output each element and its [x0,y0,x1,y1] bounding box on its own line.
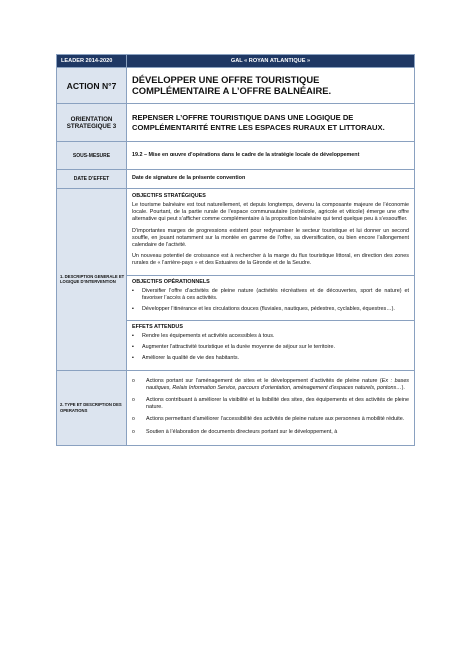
list-item [132,306,409,313]
header-row [57,55,415,68]
list-item [132,355,409,362]
header-program: LEADER 2014-2020 [57,55,127,68]
type-operations-row [57,370,415,445]
objectifs-operationnels-cell [127,275,415,321]
action-row [57,68,415,104]
bullet-icon: ▪ [132,344,134,351]
list-item-text: Diversifier l’offre d’activités de pleine nature (activités récréatives et de découvertes, sport de nature) et favoriser l’accès à ces activités. [142,287,409,301]
description-label: 1. DESCRIPTION GENERALE ET LOGIQUE D’INTERVENTION [57,189,127,371]
list-item [132,416,409,423]
list-item-text: Améliorer la qualité de vie des habitants. [142,355,240,362]
orientation-row [57,104,415,142]
list-item [132,333,409,340]
bullet-icon: ▪ [132,305,134,312]
list-item [132,429,409,436]
bullet-icon: ▪ [132,333,134,340]
date-effet-row [57,170,415,189]
type-operations-cell [127,370,415,445]
circle-bullet-icon: o [132,377,135,384]
orientation-text: REPENSER L’OFFRE TOURISTIQUE DANS UNE LOGIQUE DE COMPLÉMENTARITÉ ENTRE LES ESPACES RURAUX ET LITTORAUX. [127,104,415,142]
effets-attendus-cell [127,321,415,371]
action-title: DÉVELOPPER UNE OFFRE TOURISTIQUE COMPLÉMENTAIRE A L’OFFRE BALNÉAIRE. [127,68,415,104]
orientation-label: ORIENTATION STRATEGIQUE 3 [57,104,127,142]
paragraph: Le tourisme balnéaire est tout naturellement, et depuis longtemps, devenu la composante majeure de l’économie locale. Pourtant, de la partie rurale de l’espace communautaire (ostréicole, agricole et viticole) émerge une offre alternative qui peut s’afficher comme complémentaire à la proposition balnéaire qui tend quelque peu à s’essouffler. [132,202,409,223]
list-item-text: Actions portant sur l’aménagement de sites et le développement d’activités de pleine nature ( [146,377,382,384]
header-gal: GAL « ROYAN ATLANTIQUE » [127,55,415,68]
list-item [132,397,409,411]
objectifs-operationnels-title: OBJECTIFS OPÉRATIONNELS [132,278,210,285]
paragraph: Un nouveau potentiel de croissance est à rechercher à la marge du flux touristique littoral, en direction des zones rurales de « l’arrière-pays » et des Estuaires de la Gironde et de la Seudre. [132,253,409,267]
list-item-text: Rendre les équipements et activités accessibles à tous. [142,333,275,340]
list-item-text: Augmenter l’attractivité touristique et la durée moyenne de séjour sur le territoire. [142,344,335,351]
list-item [132,288,409,302]
sous-mesure-label: SOUS-MESURE [57,142,127,170]
date-effet-label: DATE D’EFFET [57,170,127,189]
fiche-action-document [56,54,415,446]
circle-bullet-icon: o [132,428,135,435]
bullet-icon: ▪ [132,287,134,294]
objectifs-strategiques-title: OBJECTIFS STRATÉGIQUES [132,193,206,199]
description-row-1 [57,189,415,276]
list-item [132,344,409,351]
list-item [132,378,409,392]
list-item-examples: Ex : bases nautiques, Relais Information Service, parcours d’orientation, aménagement d’espaces naturels, pontons… [146,377,410,391]
paragraph: D’importantes marges de progressions existent pour redynamiser le secteur touristique et lui donner un second souffle, en jouant notamment sur la montée en gamme de l’offre, sa diversification, ou bien encore l’allongement calendaire de l’activité. [132,227,409,248]
objectifs-strategiques-cell [127,189,415,276]
fiche-table [56,54,415,446]
circle-bullet-icon: o [132,416,135,423]
sous-mesure-text: 19.2 – Mise en œuvre d’opérations dans le cadre de la stratégie locale de développement [127,142,415,170]
date-effet-text: Date de signature de la présente convention [127,170,415,189]
list-item-text: Développer l’itinérance et les circulations douces (fluviales, nautiques, pédestres, cyclables, équestres…). [142,305,395,312]
list-item-end: ). [401,384,405,391]
list-item-text: Actions permettant d’améliorer l’accessibilité des activités de pleine nature aux personnes à mobilité réduite. [146,416,405,423]
list-item-text: Soutien à l’élaboration de documents directeurs portant sur le développement, à [146,428,338,435]
list-item-text: Actions contribuant à améliorer la visibilité et la lisibilité des sites, des équipements et des activités de pleine nature. [146,397,409,411]
effets-attendus-title: EFFETS ATTENDUS [132,324,183,331]
action-label: ACTION N°7 [57,68,127,104]
circle-bullet-icon: o [132,397,135,403]
type-operations-label: 2. TYPE ET DESCRIPTION DES OPERATIONS [57,370,127,445]
sous-mesure-row [57,142,415,170]
bullet-icon: ▪ [132,355,134,362]
